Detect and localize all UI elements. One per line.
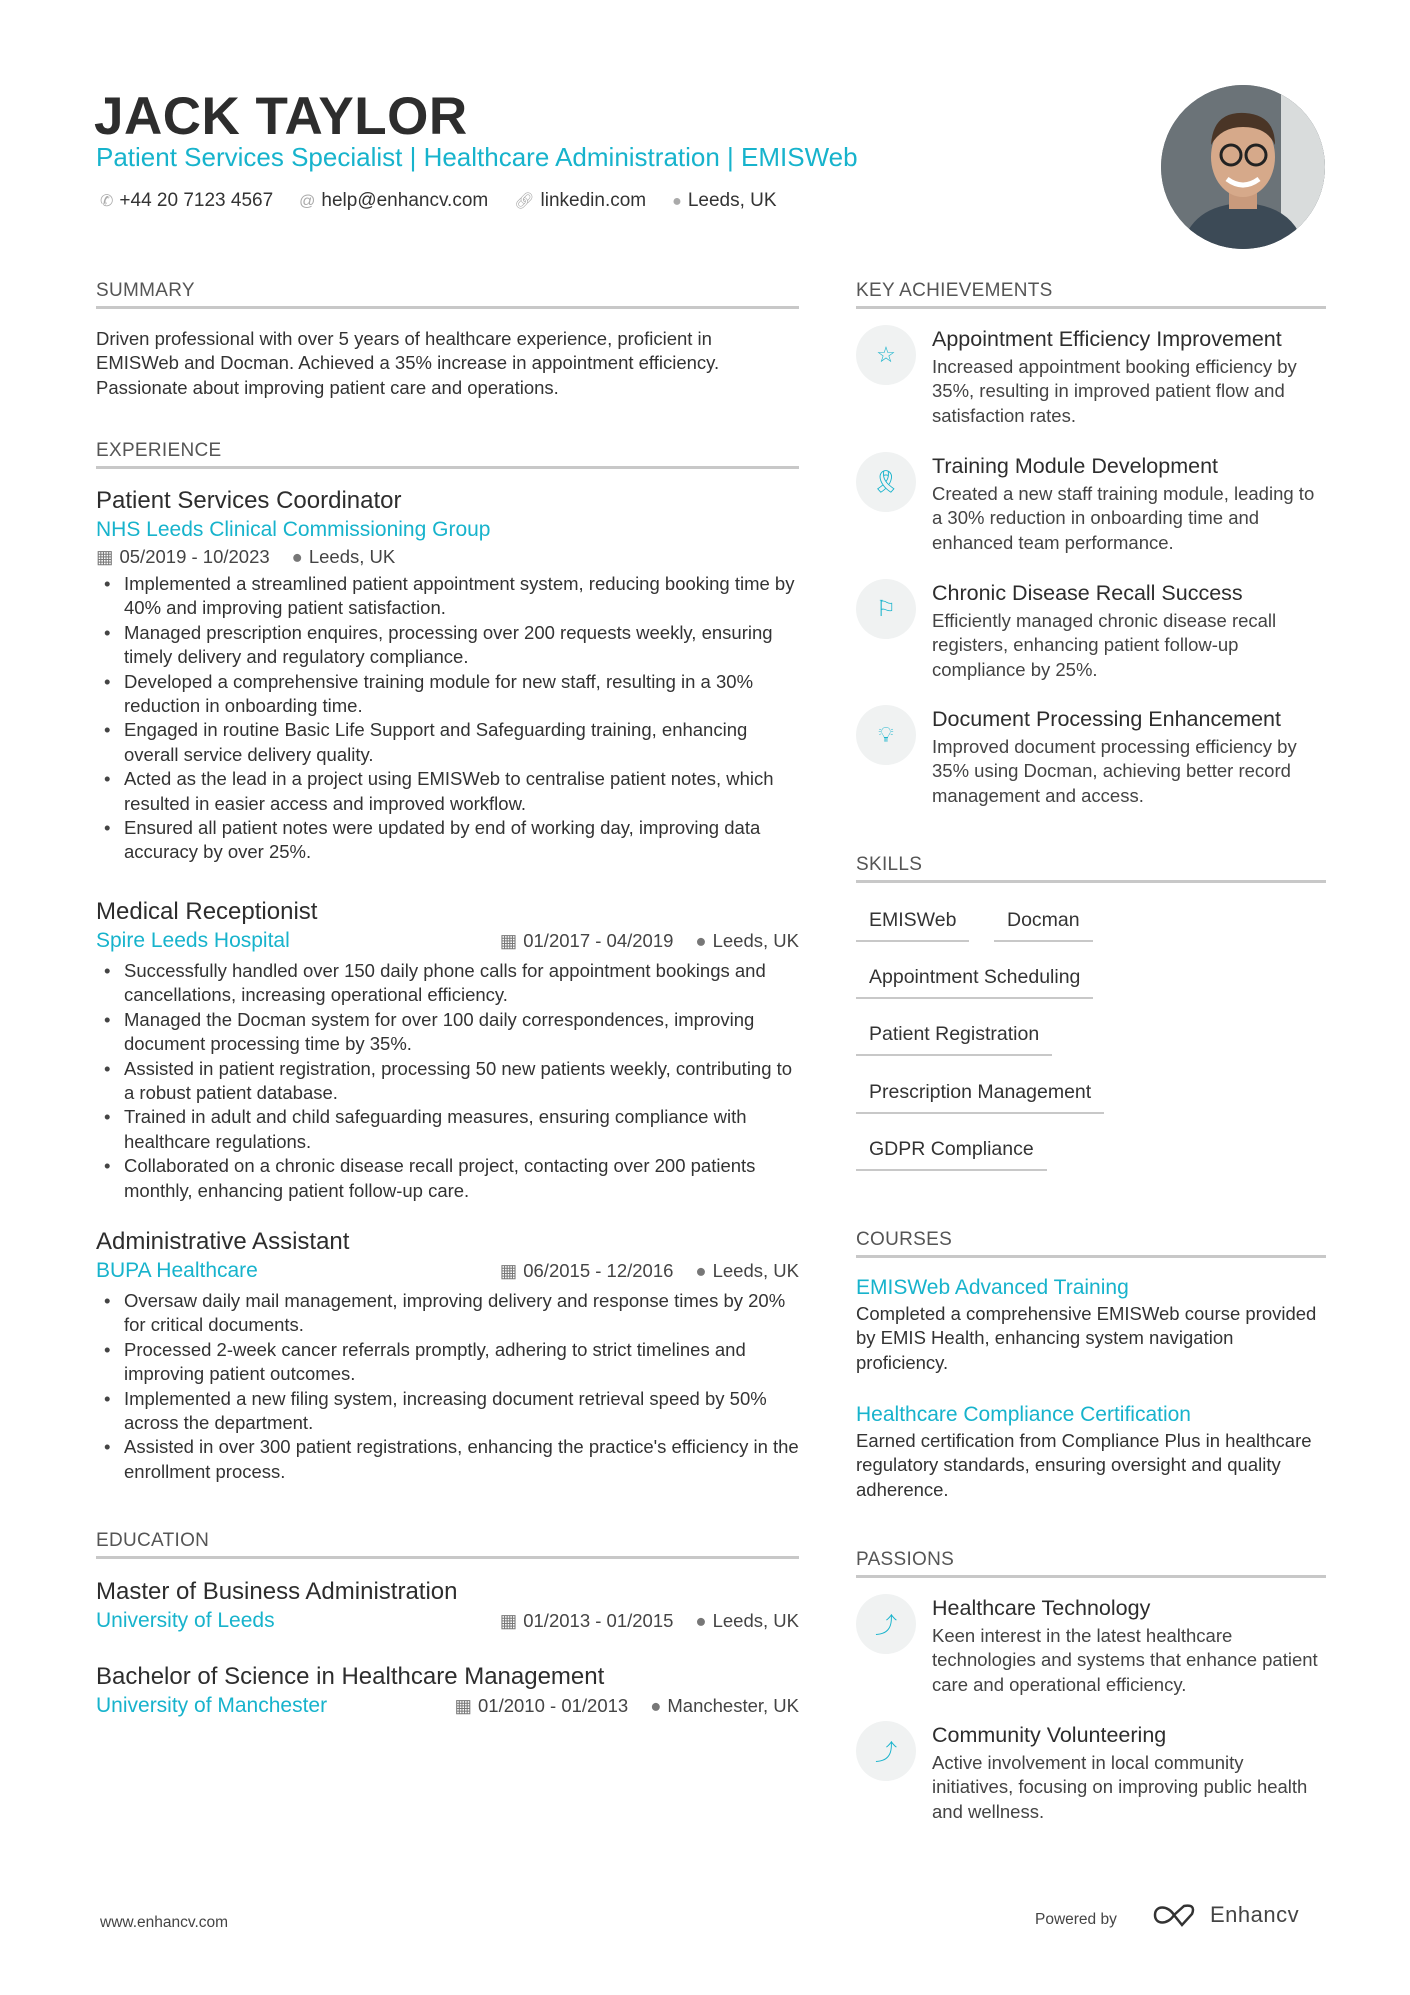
calendar-icon: ▦ — [499, 930, 518, 951]
skill-tag: EMISWeb — [856, 909, 969, 942]
job-meta — [500, 1258, 799, 1284]
at-icon: @ — [299, 193, 316, 210]
passion-title: Healthcare Technology — [932, 1596, 1151, 1620]
achievement-title: Training Module Development — [932, 454, 1219, 478]
job-location — [695, 928, 799, 954]
headline: Patient Services Specialist | Healthcare Administration | EMISWeb — [96, 142, 858, 172]
achievement-item — [856, 705, 1326, 808]
calendar-icon: ▦ — [454, 1695, 472, 1716]
achievements-section — [856, 280, 1326, 309]
job-dates — [96, 544, 270, 570]
skills-section — [856, 854, 1326, 883]
school-name[interactable]: University of Leeds — [96, 1609, 275, 1632]
dates-text: 06/2015 - 12/2016 — [523, 1260, 674, 1281]
job-title: Administrative Assistant — [96, 1228, 350, 1255]
candidate-name: JACK TAYLOR — [94, 87, 468, 146]
achievement-text: Improved document processing efficiency by 35% using Docman, achieving better record management and access. — [932, 736, 1297, 806]
achievement-title: Document Processing Enhancement — [932, 707, 1281, 731]
contact-location — [672, 190, 776, 212]
edu-location — [650, 1693, 799, 1719]
star-icon: ☆ — [856, 325, 916, 385]
section-title: COURSES — [856, 1229, 1326, 1258]
education-section — [96, 1530, 799, 1559]
bullet: • Assisted in patient registration, processing 50 new patients weekly, contributing to a robust patient database. — [96, 1057, 799, 1106]
summary-section — [96, 280, 799, 400]
job-bullets — [96, 1289, 799, 1484]
passion-title: Community Volunteering — [932, 1723, 1167, 1747]
bullet: • Engaged in routine Basic Life Support and Safeguarding training, enhancing overall service delivery quality. — [96, 718, 799, 767]
location-pin-icon: ● — [291, 546, 303, 567]
bullet: • Ensured all patient notes were updated by end of working day, improving data accuracy by over 25%. — [96, 816, 799, 865]
experience-section — [96, 440, 799, 469]
passion-text: Active involvement in local community initiatives, focusing on improving public health and wellness. — [932, 1752, 1308, 1822]
education-entry — [96, 1662, 799, 1720]
job-location — [695, 1258, 799, 1284]
achievement-title: Appointment Efficiency Improvement — [932, 327, 1282, 351]
education-entry — [96, 1577, 799, 1635]
achievement-item — [856, 325, 1326, 428]
location-pin-icon: ● — [695, 1610, 707, 1631]
achievement-text: Increased appointment booking efficiency by 35%, resulting in improved patient flow and satisfaction rates. — [932, 356, 1297, 426]
passions-section — [856, 1549, 1326, 1578]
dates-text: 05/2019 - 10/2023 — [119, 546, 270, 567]
job-title: Patient Services Coordinator — [96, 487, 402, 514]
brand-name: Enhancv — [1210, 1902, 1300, 1927]
job-entry — [96, 897, 799, 1203]
skill-tag: Docman — [994, 909, 1093, 942]
powered-by-label: Powered by — [1035, 1911, 1117, 1928]
location-pin-icon: ● — [695, 1260, 707, 1281]
edu-meta — [455, 1693, 799, 1719]
degree: Bachelor of Science in Healthcare Management — [96, 1663, 605, 1690]
school-name[interactable]: University of Manchester — [96, 1694, 328, 1717]
course-title[interactable]: Healthcare Compliance Certification — [856, 1403, 1191, 1426]
location-pin-icon: ● — [650, 1695, 662, 1716]
bullet: • Managed the Docman system for over 100 daily correspondences, improving document processing time by 35%. — [96, 1008, 799, 1057]
award-ribbon-icon: 🎗︎ — [856, 452, 916, 512]
location-text: Leeds, UK — [687, 190, 777, 211]
calendar-icon: ▦ — [499, 1260, 518, 1281]
passion-item — [856, 1594, 1326, 1697]
job-dates — [500, 928, 674, 954]
location-text: Manchester, UK — [667, 1695, 799, 1716]
bullet: • Assisted in over 300 patient registrations, enhancing the practice's efficiency in the enrollment process. — [96, 1435, 799, 1484]
passion-text: Keen interest in the latest healthcare technologies and systems that enhance patient care and operational efficiency. — [932, 1625, 1318, 1695]
job-entry — [96, 1227, 799, 1484]
location-text: Leeds, UK — [308, 546, 396, 567]
skill-tag: Patient Registration — [856, 1023, 1052, 1056]
company-name[interactable]: NHS Leeds Clinical Commissioning Group — [96, 518, 491, 541]
passion-item — [856, 1721, 1326, 1824]
section-title: PASSIONS — [856, 1549, 1326, 1578]
skill-tag: Prescription Management — [856, 1081, 1104, 1114]
footer-website[interactable]: www.enhancv.com — [100, 1914, 229, 1931]
contact-bar — [100, 190, 777, 212]
location-text: Leeds, UK — [712, 930, 799, 951]
degree: Master of Business Administration — [96, 1578, 458, 1605]
courses-section — [856, 1229, 1326, 1258]
achievement-item — [856, 452, 1326, 555]
job-bullets — [96, 572, 799, 865]
achievement-item — [856, 579, 1326, 682]
course-text: Earned certification from Compliance Plus in healthcare regulatory standards, ensuring oversight and quality adherence. — [856, 1430, 1312, 1500]
bullet: • Developed a comprehensive training module for new staff, resulting in a 30% reduction in onboarding time. — [96, 670, 799, 719]
edu-location — [695, 1608, 799, 1634]
bullet: • Processed 2-week cancer referrals promptly, adhering to strict timelines and improving patient outcomes. — [96, 1338, 799, 1387]
bullet: • Acted as the lead in a project using EMISWeb to centralise patient notes, which resulted in easier access and improved workflow. — [96, 767, 799, 816]
contact-email[interactable] — [299, 190, 488, 212]
summary-text: Driven professional with over 5 years of healthcare experience, proficient in EMISWeb and Docman. Achieved a 35% increase in appointment efficiency. Passionate about improving patient care and operations. — [96, 328, 720, 398]
course-title[interactable]: EMISWeb Advanced Training — [856, 1276, 1129, 1299]
section-title: EXPERIENCE — [96, 440, 799, 469]
section-title: SKILLS — [856, 854, 1326, 883]
course-text: Completed a comprehensive EMISWeb course provided by EMIS Health, enhancing system navigation proficiency. — [856, 1303, 1317, 1373]
phone-icon: ✆ — [100, 193, 114, 210]
job-location — [292, 544, 396, 570]
link-icon: 🔗︎ — [514, 193, 535, 210]
location-pin-icon: ● — [672, 193, 682, 210]
dates-text: 01/2010 - 01/2013 — [478, 1695, 629, 1716]
enhancv-logo[interactable] — [1152, 1902, 1299, 1928]
bullet: • Managed prescription enquires, processing over 200 requests weekly, ensuring timely delivery and regulatory compliance. — [96, 621, 799, 670]
skill-tag: Appointment Scheduling — [856, 966, 1093, 999]
company-name[interactable]: Spire Leeds Hospital — [96, 929, 290, 952]
flag-icon: ⚐ — [856, 579, 916, 639]
calendar-icon: ▦ — [96, 546, 114, 567]
dates-text: 01/2013 - 01/2015 — [523, 1610, 674, 1631]
achievement-title: Chronic Disease Recall Success — [932, 581, 1243, 605]
achievement-text: Efficiently managed chronic disease recall registers, enhancing patient follow-up compliance by 25%. — [932, 610, 1277, 680]
achievement-text: Created a new staff training module, leading to a 30% reduction in onboarding time and enhanced team performance. — [932, 483, 1315, 553]
job-dates — [500, 1258, 674, 1284]
edu-meta — [500, 1608, 799, 1634]
bullet: • Oversaw daily mail management, improving delivery and response times by 20% for critical documents. — [96, 1289, 799, 1338]
strategy-icon: ⤴ — [856, 1594, 916, 1654]
job-entry — [96, 486, 799, 865]
phone-text: +44 20 7123 4567 — [119, 190, 274, 211]
infinity-logo-icon — [1152, 1902, 1198, 1928]
bullet: • Implemented a new filing system, increasing document retrieval speed by 50% across the department. — [96, 1387, 799, 1436]
section-title: KEY ACHIEVEMENTS — [856, 280, 1326, 309]
location-pin-icon: ● — [695, 930, 707, 951]
location-text: Leeds, UK — [712, 1610, 799, 1631]
dates-text: 01/2017 - 04/2019 — [523, 930, 674, 951]
course-item — [856, 1274, 1326, 1375]
skill-tag: GDPR Compliance — [856, 1138, 1047, 1171]
linkedin-text[interactable]: linkedin.com — [540, 190, 647, 211]
job-meta — [500, 928, 799, 954]
bullet: • Successfully handled over 150 daily phone calls for appointment bookings and cancellations, increasing operational efficiency. — [96, 959, 799, 1008]
bullet: • Trained in adult and child safeguarding measures, ensuring compliance with healthcare regulations. — [96, 1105, 799, 1154]
edu-dates — [455, 1693, 629, 1719]
email-text[interactable]: help@enhancv.com — [321, 190, 489, 211]
company-name[interactable]: BUPA Healthcare — [96, 1259, 258, 1282]
edu-dates — [500, 1608, 674, 1634]
profile-photo — [1161, 85, 1325, 249]
calendar-icon: ▦ — [499, 1610, 518, 1631]
section-title: EDUCATION — [96, 1530, 799, 1559]
contact-phone — [100, 190, 273, 212]
section-title: SUMMARY — [96, 280, 799, 309]
job-meta — [96, 544, 799, 570]
lightbulb-icon: 💡︎ — [856, 705, 916, 765]
job-bullets — [96, 959, 799, 1203]
course-item — [856, 1401, 1326, 1502]
contact-linkedin[interactable] — [514, 190, 646, 212]
bullet: • Collaborated on a chronic disease recall project, contacting over 200 patients monthly, enhancing patient follow-up care. — [96, 1154, 799, 1203]
strategy-icon: ⤴ — [856, 1721, 916, 1781]
job-title: Medical Receptionist — [96, 898, 318, 925]
location-text: Leeds, UK — [712, 1260, 799, 1281]
bullet: • Implemented a streamlined patient appointment system, reducing booking time by 40% and improving patient satisfaction. — [96, 572, 799, 621]
